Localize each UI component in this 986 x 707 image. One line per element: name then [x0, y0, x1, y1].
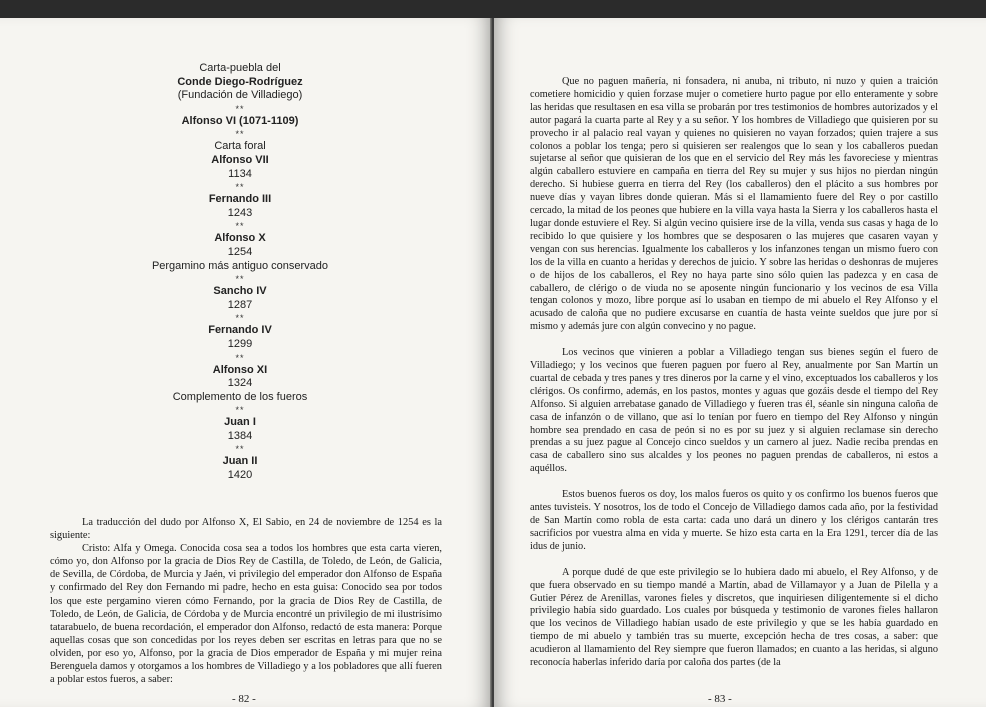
separator-mark: ** [235, 352, 245, 363]
page-number-right: - 83 - [708, 693, 732, 705]
separator-mark: ** [235, 103, 245, 114]
separator-mark: ** [235, 444, 245, 455]
header-line: Fernando IV [208, 324, 272, 337]
header-line: Juan II [222, 455, 258, 468]
separator-mark: ** [235, 182, 245, 193]
header-line: Fernando III [208, 193, 272, 206]
header-line: Sancho IV [213, 285, 267, 298]
scan-top-border [0, 0, 986, 20]
separator-mark: ** [235, 274, 245, 285]
separator-mark: ** [235, 129, 245, 140]
header-line: Carta foral [214, 140, 266, 153]
left-paragraph-intro: La traducción del dudo por Alfonso X, El Sabio, en 24 de noviembre de 1254 es la siguiente: [50, 517, 442, 542]
header-line: Alfonso X [214, 232, 266, 245]
header-line: 1384 [227, 429, 253, 442]
right-paragraph-2: Los vecinos que vinieren a poblar a Villadiego tengan sus bienes según el fuero de Villadiego; y los vecinos que fueren paguen por fuero al Rey, anualmente por San Martín un cuartal de cebada y tres panes y tres dineros por la carne y el vino, exceptuados los caballeros y los clérigos. Os confirmo, además, en los pastos, montes y aguas que gozáis desde el tiempo del Rey Alfonso. Si alguien arrebatase ganado de Villadiego y fueren tras él, séanle sin ninguna caloña de casa de infanzón o de villano, que así lo tenían por fuero en tiempo del Rey Alfonso y ningún hombre sea prendado en casa de peón si no es por su juez y si alguien reclamase sin derecho prendas a su juez pague al Concejo cinco sueldos y un carnero al juez. Nadie reciba prendas en casa de caballero sino sus alcaldes y los peones no paguen prendas de caballeros, ni estos a aquéllos. [530, 347, 938, 475]
genealogy-header [120, 62, 360, 483]
right-paragraph-1: Que no paguen mañería, ni fonsadera, ni anuba, ni tributo, ni nuzo y quien a traición cometiere homicidio y quien forzase mujer o cometiere hurto pague por ello enteramente y sobre las heridas que resultasen en esa villa se probarán por tres testimonios de hombres autorizados y el autor pagará la cuarta parte al Rey y a su señor. Y los hombres de Villadiego que quisieren por su provecho ir al palacio real vayan y quienes no quisieren no vayan forzados; quien trajere a sus colonos a poblar los tenga; pero si quisieren ser realengos que lo sean y los caballeros puedan sujetarse al señor que quisieran de los que en el servicio del Rey más les favoreciese y mientras algún caballero estuviere en campaña en tierra del Rey su mujer y sus hijos no pierdan ningún derecho. Si hubiese guerra en tierra del Rey (los caballeros) den el plácito a sus hombres por nueve días y vayan libres donde quieran. Más si el llamamiento fuere del Rey o por castillo cercado, la mitad de los peones que hubiere en la villa vaya hasta la Sierra y los caballeros hasta el lugar donde estuviere el Rey. Si algún vecino quisiere irse de la villa, venda sus casas y haga de lo recibido lo que quisiere y los hombres que se desposaren o las mujeres que casaren vayan y vengan con sus herencias. Igualmente los caballeros y los infanzones tengan un mismo fuero con los de la villa en cuanto a heridas y derechos de juicio. Y sobre las heridas o deshonras de mujeres o de hijos de los caballeros, el Rey no haya parte sino sólo quien las padezca y en casa de caballero, de clérigo o de viuda no se aposente ningún funcionario y los vecinos de esa Villa tengan colonos y mozo, libre porque así lo usaban en tiempo de mi abuelo el Rey Alfonso y el acusado de caloña que no pudiere excusarse en cuantía de hasta veinte sueldos que jure por sí mismo y además jure con algún convecino y no pague. [530, 76, 938, 333]
header-line: Juan I [224, 416, 256, 429]
header-line: 1420 [227, 469, 253, 482]
page-number-left: - 82 - [232, 693, 256, 705]
header-line: Alfonso VI (1071-1109) [181, 114, 299, 127]
header-line: (Fundación de Villadiego) [177, 89, 303, 102]
header-line: 1299 [227, 337, 253, 350]
left-body-text [50, 516, 442, 686]
left-page [0, 18, 492, 707]
header-line: Pergamino más antiguo conservado [151, 259, 329, 272]
header-line: Alfonso VII [211, 153, 269, 166]
header-line: 1243 [227, 206, 253, 219]
right-paragraph-4: A porque dudé de que este privilegio se lo hubiera dado mi abuelo, el Rey Alfonso, y de que fuera observado en su tiempo mandé a Martín, abad de Villamayor y a Juan de Pilella y a Gutier Pérez de Arenillas, varones fieles y discretos, que inquiriesen diligentemente si el dicho privilegio había sido guardado. Los cuales por búsqueda y testimonio de varones fieles hallaron que los vecinos de Villadiego habían usado de este privilegio y que se les había guardado en tiempo de mi abuelo y también tras su muerte, excepción hecha de tres cosas, a saber: que acudieron al llamamiento del Rey siempre que fueron llamados; en cuanto a las heridas, si alguno reconocía haberlas inferido daría por caloña dos partes (de la [530, 566, 938, 669]
header-line: Complemento de los fueros [172, 390, 308, 403]
header-line: 1254 [227, 245, 253, 258]
separator-mark: ** [235, 405, 245, 416]
header-line: Conde Diego-Rodríguez [177, 75, 303, 88]
header-line: 1287 [227, 298, 253, 311]
header-line: 1324 [227, 377, 253, 390]
header-line: 1134 [228, 167, 252, 180]
left-paragraph-charter: Cristo: Alfa y Omega. Conocida cosa sea a todos los hombres que esta carta vieren, cómo yo, don Alfonso por la gracia de Dios Rey de Castilla, de Toledo, de León, de Galicia, de Sevilla, de Córdoba, de Murcia y Jaén, vi privilegio del emperador don Alfonso de España y confirmado del Rey don Fernando mi padre, hecho en esta guisa: Conocido sea por todos los que este pergamino vieren cómo Fernando, por la gracia de Dios Rey de Castilla, de Toledo, de León, de Galicia, de Córdoba y de Murcia encontré un privilegio de mi ilustrísimo tatarabuelo, de buena recordación, el emperador don Alfonso, redactó de esta manera: Porque aquellas cosas que son concedidas por los reyes deben ser escritas en letras para que no se olviden, por eso yo, Alfonso, por la gracia de Dios emperador de España y mi mujer reina Berenguela damos y otorgamos a los hombres de Villadiego y a los pobladores que allí fueren a poblar estos fueros, a saber: [50, 543, 442, 686]
separator-mark: ** [235, 313, 245, 324]
right-page [494, 18, 986, 707]
header-line: Carta-puebla del [199, 62, 281, 74]
right-body-text [530, 76, 938, 683]
right-paragraph-3: Estos buenos fueros os doy, los malos fueros os quito y os confirmo los buenos fueros que antes tuvisteis. Y nosotros, los de todo el Concejo de Villadiego damos cada año, por la festividad de San Martín como robla de esta carta: cada uno dará un dinero y los clérigos cantarán tres sacrificios por vuestra alma en vida y muerte. Se hizo esta carta en la Era 1291, tercer día de las idus de junio. [530, 489, 938, 552]
header-line: Alfonso XI [212, 363, 268, 376]
separator-mark: ** [235, 221, 245, 232]
